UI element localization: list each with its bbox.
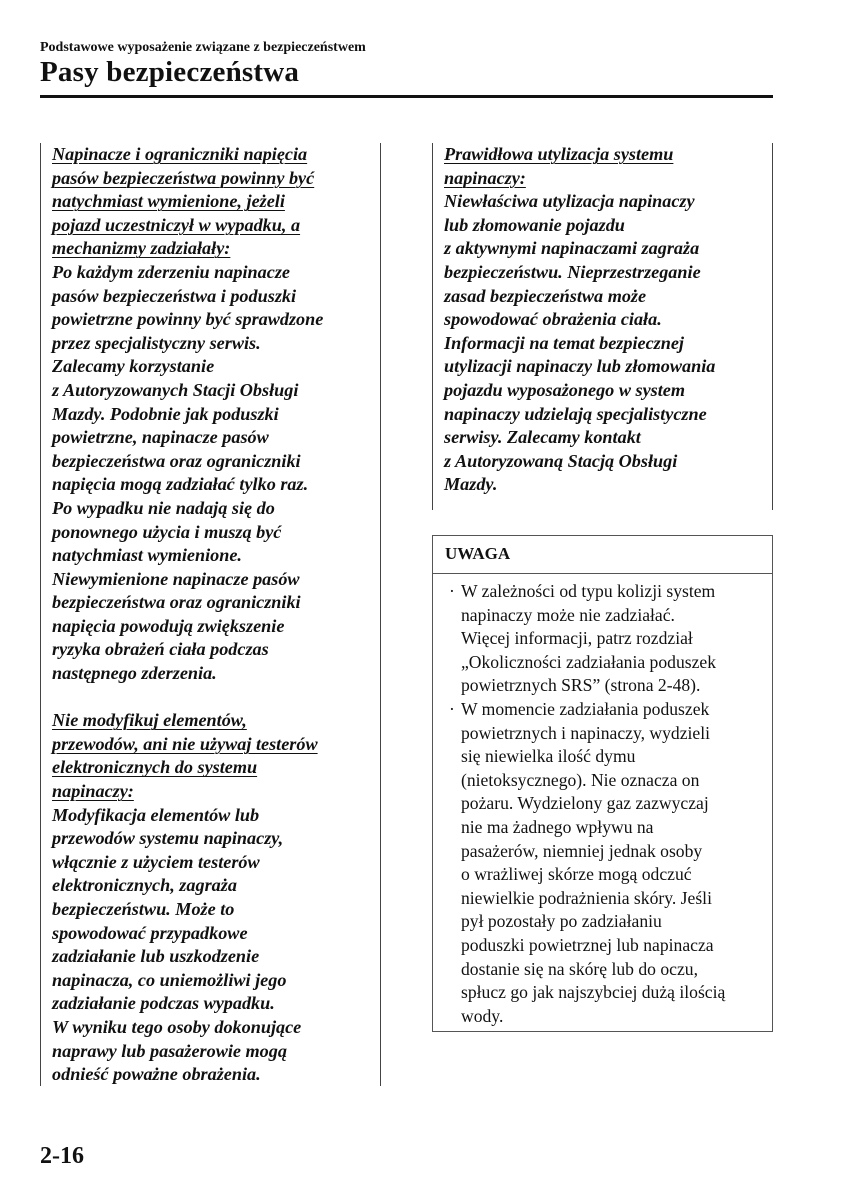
warning1-body-line: Niewymienione napinacze pasów [52,568,300,589]
note-item-line: pył pozostały po zadziałaniu [461,911,662,932]
warning3-heading-line: napinaczy: [444,167,526,188]
warning1-body-line: ryzyka obrażeń ciała podczas [52,639,269,660]
note-item-line: „Okoliczności zadziałania poduszek [461,651,716,672]
right-warning-column [444,143,766,497]
spacer [52,686,374,710]
page-number: 2-16 [40,1143,84,1169]
warning3-body-line: z aktywnymi napinaczami zagraża [444,238,700,259]
warning1-heading-line: pojazd uczestniczył w wypadku, a [52,214,301,235]
note-item-line: o wrażliwej skórze mogą odczuć [461,864,692,885]
warning1-heading-line: pasów bezpieczeństwa powinny być [52,167,315,188]
warning3-heading-line: Prawidłowa utylizacja systemu [444,144,674,164]
warning3-body-line: z Autoryzowaną Stacją Obsługi [444,450,678,471]
warning3-body-line: Mazdy. [444,474,498,495]
note-item-line: spłucz go jak najszybciej dużą ilością [461,982,726,1003]
note-item [447,580,762,698]
warning1-body [52,261,374,686]
warning3-body-line: pojazdu wyposażonego w system [444,379,686,400]
note-title: UWAGA [433,536,772,574]
bullet-icon: · [449,698,455,719]
warning1-body-line: przez specjalistyczny serwis. [52,332,261,353]
warning2-heading-line: elektronicznych do systemu [52,757,258,778]
warning3-body-line: serwisy. Zalecamy kontakt [444,427,641,448]
warning2-body-line: bezpieczeństwu. Może to [52,899,235,919]
note-item [447,698,762,1028]
warning1-body-line: ponownego użycia i muszą być [52,521,282,542]
note-item-line: poduszki powietrznej lub napinacza [461,934,714,955]
warning3-body-line: lub złomowanie pojazdu [444,214,625,235]
note-item-line: powietrznych SRS” (strona 2-48). [461,675,701,696]
warning1-heading-line: natychmiast wymienione, jeżeli [52,191,285,212]
note-item-line: wody. [461,1005,504,1026]
warning3-body-line: napinaczy udzielają specjalistyczne [444,403,707,424]
warning1-body-line: natychmiast wymienione. [52,545,242,566]
warning2-body-line: napinacza, co uniemożliwi jego [52,969,287,990]
note-item-line: dostanie się na skórę lub do oczu, [461,958,698,979]
note-item-line: nie ma żadnego wpływu na [461,816,654,837]
note-box [432,535,773,1032]
warning2-body-line: naprawy lub pasażerowie mogą [52,1040,287,1061]
warning2-heading-line: Nie modyfikuj elementów, [52,710,247,731]
note-item-line: niewielkie podrażnienia skóry. Jeśli [461,887,712,908]
note-item-line: się niewielka ilość dymu [461,746,636,767]
note-item-line: pożaru. Wydzielony gaz zazwyczaj [461,793,709,814]
warning1-heading-line: mechanizmy zadziałały: [52,238,231,259]
warning2-body-line: Modyfikacja elementów lub [52,804,260,825]
warning1-body-line: bezpieczeństwa oraz ograniczniki [52,450,301,471]
warning2-body-line: zadziałanie lub uszkodzenie [52,946,260,967]
note-item-line: powietrznych i napinaczy, wydzieli [461,722,710,743]
warning2-body-line: zadziałanie podczas wypadku. [52,993,275,1014]
warning2-body-line: przewodów systemu napinaczy, [52,828,284,849]
note-item-line: napinaczy może nie zadziałać. [461,604,675,625]
warning3-body-line: utylizacji napinaczy lub złomowania [444,356,716,377]
warning1-body-line: następnego zderzenia. [52,663,217,684]
warning3-body-line: zasad bezpieczeństwa może [444,285,647,306]
warning3-body [444,190,766,497]
note-item-line: Więcej informacji, patrz rozdział [461,628,693,649]
left-warning-rule-right [380,143,381,1086]
warning2-heading [52,709,374,803]
warning1-body-line: Zalecamy korzystanie [52,356,215,377]
warning1-heading-line: Napinacze i ograniczniki napięcia [52,144,308,164]
warning2-heading-line: przewodów, ani nie używaj testerów [52,733,318,754]
section-label: Podstawowe wyposażenie związane z bezpieczeństwem [40,40,366,55]
warning1-body-line: powietrzne powinny być sprawdzone [52,309,324,330]
warning1-body-line: powietrzne, napinacze pasów [52,427,269,448]
warning1-heading [52,143,374,261]
warning3-heading [444,143,766,190]
warning1-body-line: z Autoryzowanych Stacji Obsługi [52,379,299,400]
warning1-body-line: napięcia powodują zwiększenie [52,615,285,636]
bullet-icon: · [449,581,455,601]
right-warning-rule-right [772,143,773,510]
warning2-body-line: W wyniku tego osoby dokonujące [52,1016,302,1037]
warning1-body-line: Mazdy. Podobnie jak poduszki [52,403,279,424]
warning2-body-line: odnieść poważne obrażenia. [52,1064,261,1085]
note-item-line: (nietoksycznego). Nie oznacza on [461,769,700,790]
warning2-body [52,804,374,1087]
warning1-body-line: Po każdym zderzeniu napinacze [52,261,290,282]
warning1-body-line: bezpieczeństwa oraz ograniczniki [52,592,301,613]
note-item-line: W momencie zadziałania poduszek [461,698,710,719]
warning3-body-line: bezpieczeństwu. Nieprzestrzeganie [444,261,701,282]
warning2-body-line: spowodować przypadkowe [52,922,248,943]
warning1-body-line: Po wypadku nie nadają się do [52,497,275,518]
warning2-body-line: włącznie z użyciem testerów [52,851,260,872]
warning3-body-line: Informacji na temat bezpiecznej [444,332,684,353]
left-warning-column [52,143,374,1087]
note-item-line: W zależności od typu kolizji system [461,581,716,601]
note-body [433,574,772,1028]
warning2-heading-line: napinaczy: [52,781,134,802]
warning1-body-line: napięcia mogą zadziałać tylko raz. [52,474,309,495]
header-rule [40,95,773,98]
page-title: Pasy bezpieczeństwa [40,56,300,88]
warning3-body-line: spowodować obrażenia ciała. [444,309,662,330]
warning1-body-line: pasów bezpieczeństwa i poduszki [52,285,297,306]
warning3-body-line: Niewłaściwa utylizacja napinaczy [444,191,695,212]
right-warning-rule-left [432,143,433,510]
note-item-line: pasażerów, niemniej jednak osoby [461,840,703,861]
warning2-body-line: elektronicznych, zagraża [52,875,237,896]
left-warning-rule-left [40,143,41,1086]
